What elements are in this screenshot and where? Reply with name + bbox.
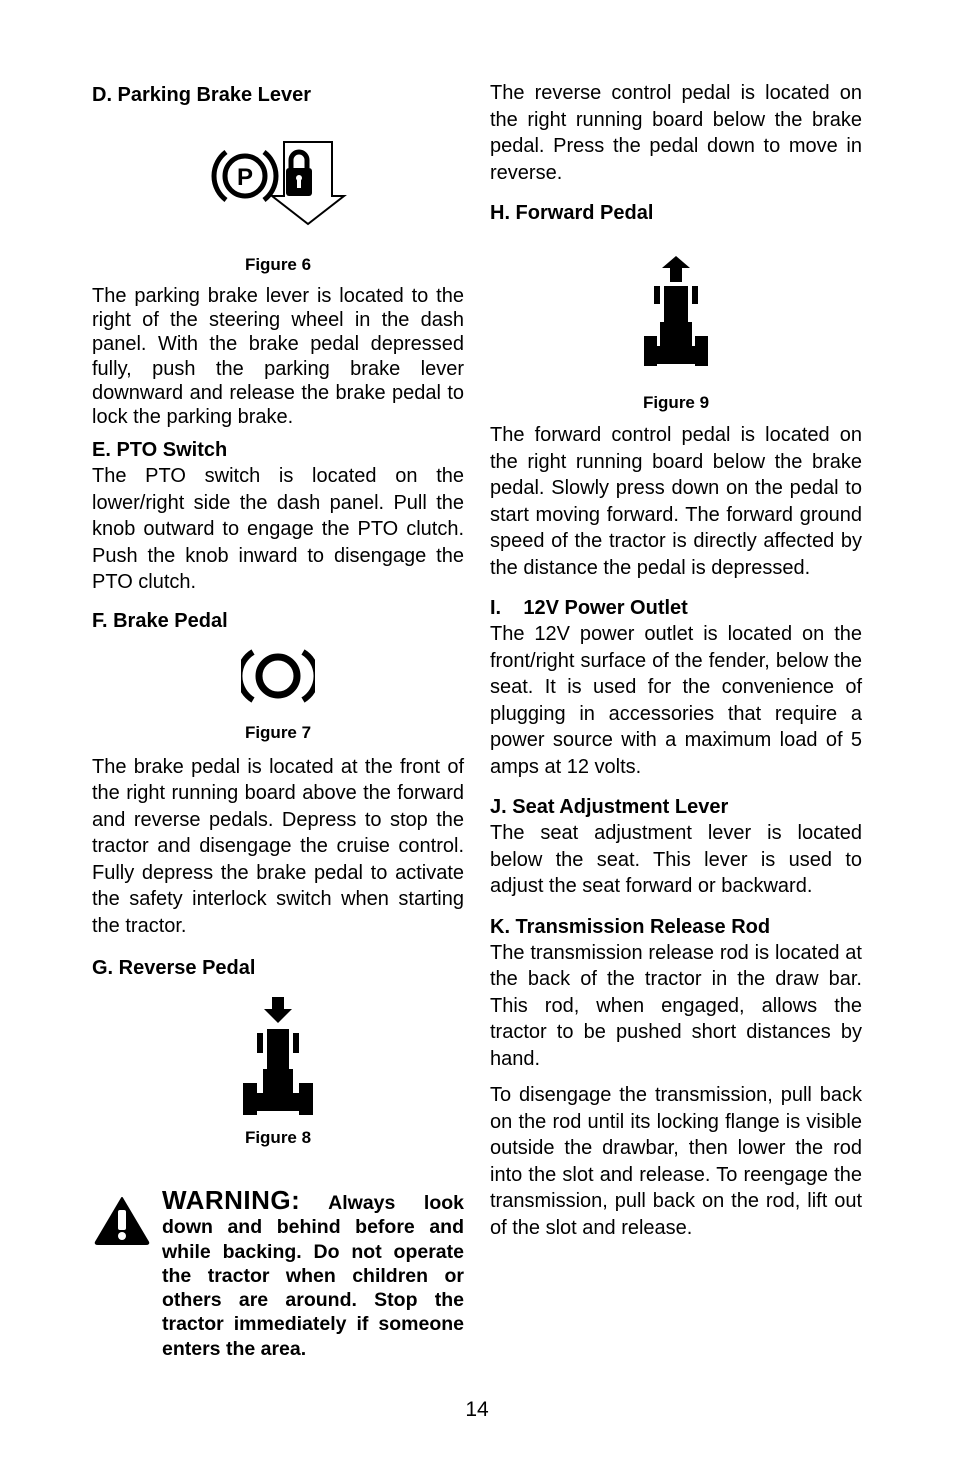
parking-brake-text: The parking brake lever is located to the right of the steering wheel in the dash panel. With the brake pedal depressed fully, push the parking brake lever downward and release the brake pedal to lock the parking brake. xyxy=(92,285,464,429)
heading-reverse-pedal: G. Reverse Pedal xyxy=(92,957,256,980)
transmission-release-text-2: To disengage the transmission, pull back on the rod until its locking flange is visible outside the drawbar, then lower the rod into the slot and release. To reengage the transmission, pull back on the rod, lift out of the slot and release. xyxy=(490,1084,862,1239)
heading-forward-pedal: H. Forward Pedal xyxy=(490,202,654,224)
left-column xyxy=(92,80,464,1149)
figure-6-caption: Figure 6 xyxy=(244,255,312,274)
heading-brake-pedal: F. Brake Pedal xyxy=(92,609,228,632)
figure-9-caption: Figure 9 xyxy=(642,393,710,412)
heading-transmission-release-rod: K. Transmission Release Rod xyxy=(490,915,771,938)
forward-pedal-text: The forward control pedal is located on the right running board below the brake pedal. Slowly press down on the pedal to start moving forward. The forward ground speed of the tractor is directly affected by the distance the pedal is depressed. xyxy=(490,424,862,579)
svg-text:P: P xyxy=(236,164,254,191)
figure-7 xyxy=(92,646,464,706)
brake-icon xyxy=(241,646,315,706)
transmission-release-text-1: The transmission release rod is located at the back of the tractor in the draw bar. This rod, when engaged, allows the tractor to be pushed short distances by hand. xyxy=(490,941,862,1070)
figure-8 xyxy=(92,993,464,1117)
warning-title: WARNING: xyxy=(162,1185,301,1215)
warning-body: Always look down and behind before and while backing. Do not operate the tractor when children or others are around. Stop the tractor immediately if someone enters the area. xyxy=(162,1192,464,1360)
seat-adjustment-text: The seat adjustment lever is located below the seat. This lever is used to adjust the seat forward or backward. xyxy=(490,822,862,897)
pto-switch-text: The PTO switch is located on the lower/right side the dash panel. Pull the knob outward to engage the PTO clutch. Push the knob inward to disengage the PTO clutch. xyxy=(92,465,464,594)
forward-tractor-icon xyxy=(644,254,708,370)
warning-triangle-icon xyxy=(94,1196,150,1246)
parking-brake-icon xyxy=(208,138,348,226)
right-column xyxy=(490,80,862,1241)
heading-parking-brake-lever: D. Parking Brake Lever xyxy=(92,84,311,106)
power-outlet-text: The 12V power outlet is located on the front/right surface of the fender, below the seat. It is used for the convenience of plugging in accessories that require a power source with a maximum load of 5 amps at 12 volts. xyxy=(490,623,862,778)
reverse-pedal-text: The reverse control pedal is located on the right running board below the brake pedal. Press the pedal down to move in reverse. xyxy=(490,82,862,184)
figure-8-caption: Figure 8 xyxy=(244,1128,312,1148)
figure-6 xyxy=(92,138,464,226)
page-number: 14 xyxy=(465,1398,489,1421)
heading-seat-adjustment-lever: J. Seat Adjustment Lever xyxy=(490,796,729,818)
figure-7-caption: Figure 7 xyxy=(244,722,312,742)
figure-9 xyxy=(490,254,862,370)
reverse-tractor-icon xyxy=(243,993,313,1117)
heading-pto-switch: E. PTO Switch xyxy=(92,439,228,462)
warning-text xyxy=(162,1185,464,1361)
brake-pedal-text: The brake pedal is located at the front of the right running board above the forward and reverse pedals. Depress to stop the tractor and disengage the cruise control. Fully depress the brake pedal to activate the safety interlock switch when starting the tractor. xyxy=(92,755,464,937)
warning-block xyxy=(92,1185,464,1361)
heading-12v-power-outlet: I. 12V Power Outlet xyxy=(490,597,688,619)
